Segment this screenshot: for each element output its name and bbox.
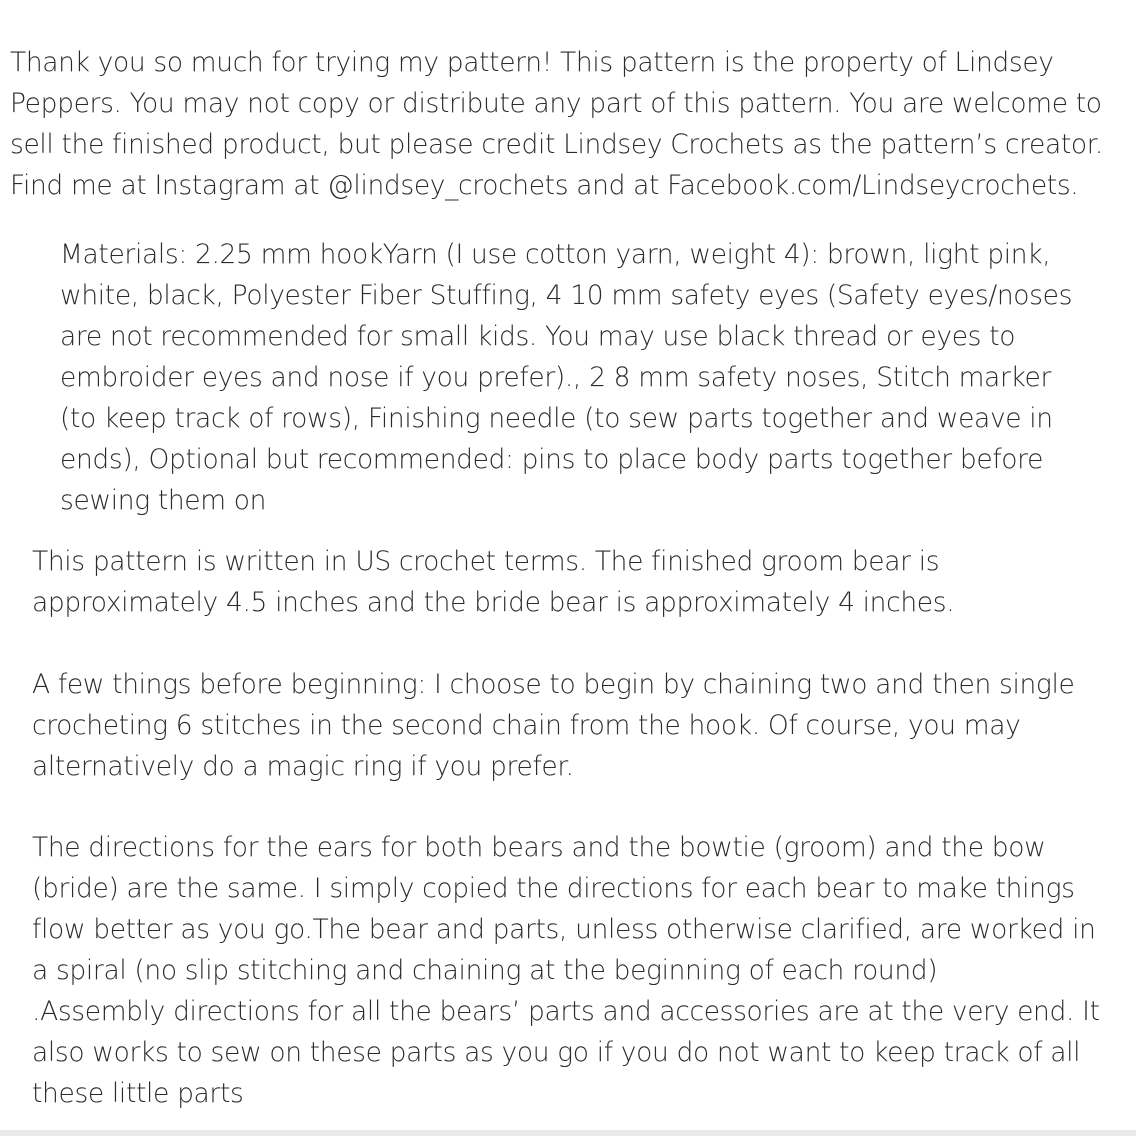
before-beginning-paragraph: A few things before beginning: I choose to begin by chaining two and then single crocheting 6 stitches in the second chain from the hook. Of course, you may alternatively do a magic ring if you prefer. bbox=[32, 669, 1075, 782]
intro-paragraph: Thank you so much for trying my pattern! This pattern is the property of Lindsey Peppers. You may not copy or distribute any part of this pattern. You are welcome to sell the finished product, but please credit Lindsey Crochets as the pattern’s creator. Find me at Instagram at @lindsey_crochets and at Facebook.com/Lindseycrochets. bbox=[10, 47, 1103, 201]
directions-paragraph: The directions for the ears for both bears and the bowtie (groom) and the bow (bride) are the same. I simply copied the directions for each bear to make things flow better as you go.The bear and parts, unless otherwise clarified, are worked in a spiral (no slip stitching and chaining at the beginning of each round) .Assembly directions for all the bears’ parts and accessories are at the very end. It also works to sew on these parts as you go if you do not want to keep track of all these little parts bbox=[32, 832, 1100, 1109]
bottom-edge-divider bbox=[0, 1130, 1136, 1136]
materials-paragraph: Materials: 2.25 mm hookYarn (I use cotton yarn, weight 4): brown, light pink, white, black, Polyester Fiber Stuffing, 4 10 mm safety eyes (Safety eyes/noses are not recommended for small kids. You may use black thread or eyes to embroider eyes and nose if you prefer)., 2 8 mm safety noses, Stitch marker (to keep track of rows), Finishing needle (to sew parts together and weave in ends), Optional but recommended: pins to place body parts together before sewing them on bbox=[60, 239, 1073, 516]
terms-paragraph: This pattern is written in US crochet terms. The finished groom bear is approximately 4.5 inches and the bride bear is approximately 4 inches. bbox=[32, 546, 955, 618]
